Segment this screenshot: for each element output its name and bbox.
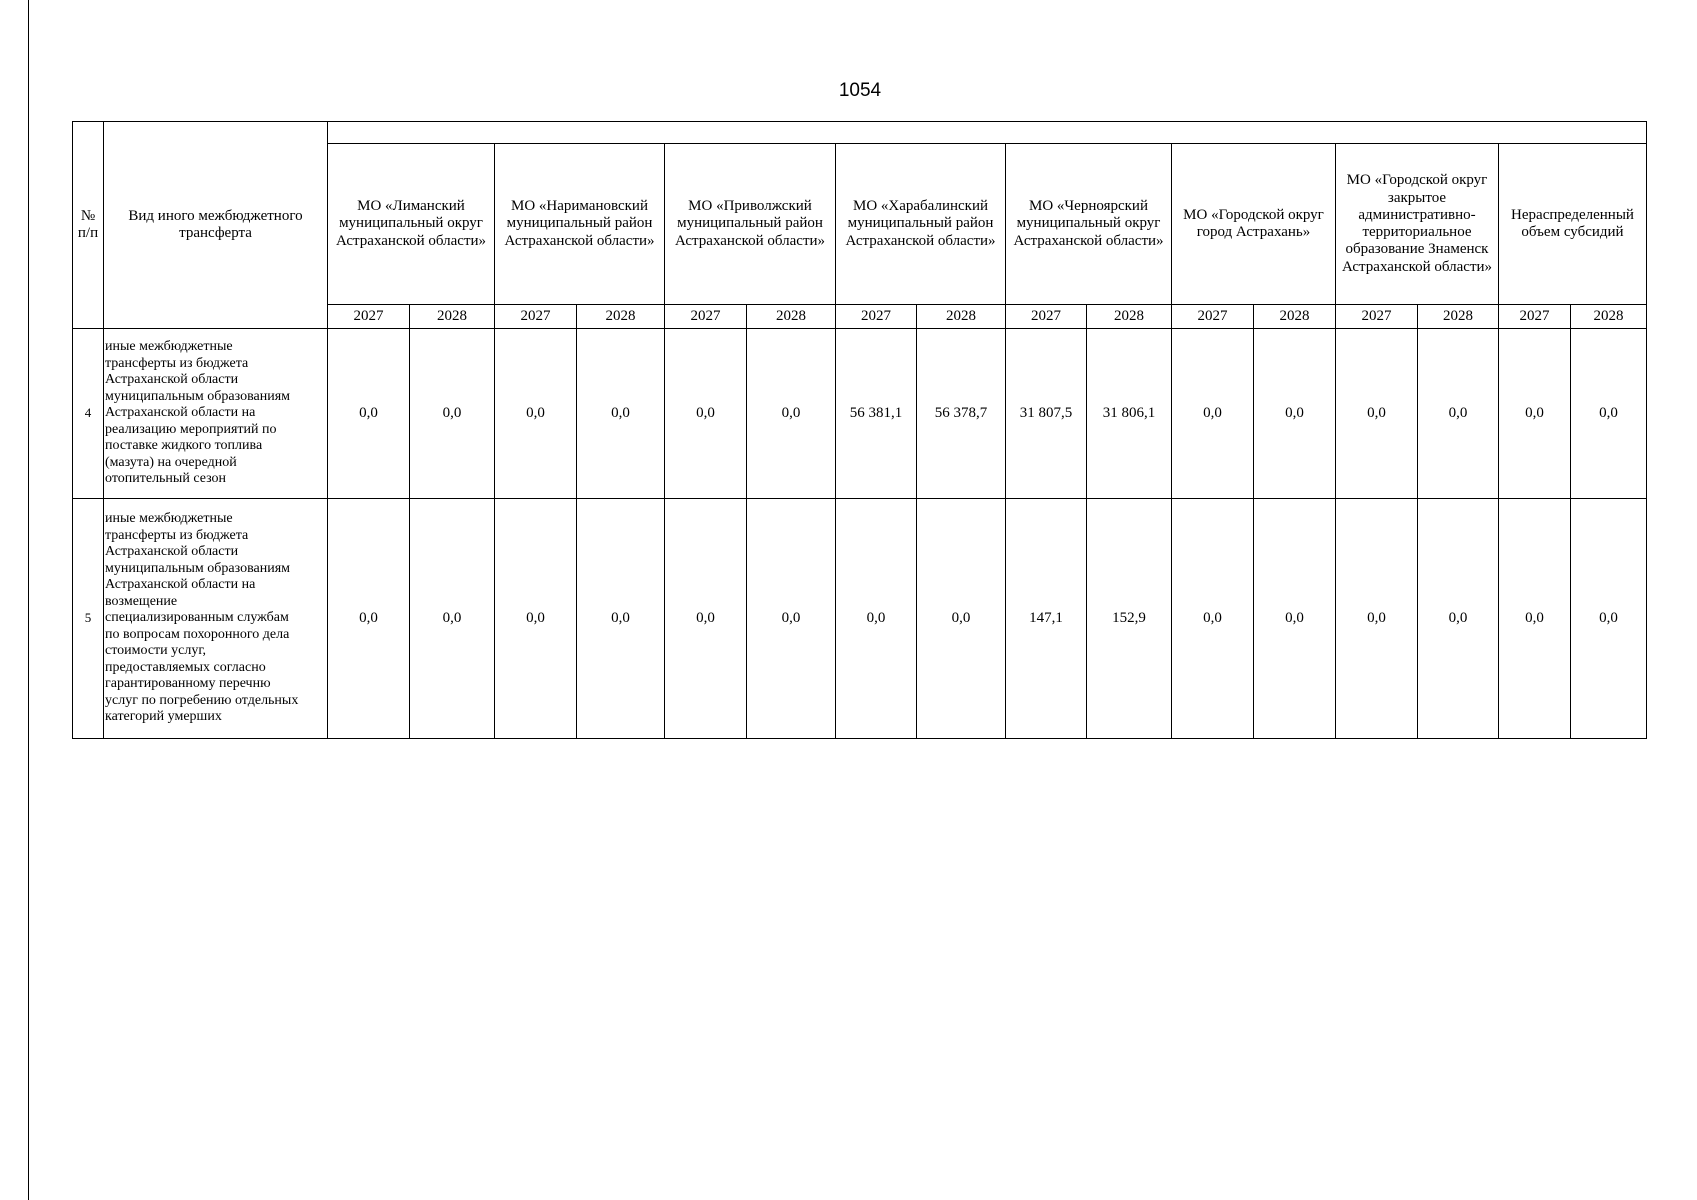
table-row (73, 499, 1647, 739)
binding-margin-line (28, 0, 29, 1200)
value-cell: 0,0 (665, 329, 747, 499)
transfer-description-text: иные межбюджетные трансферты из бюджета Астраханской области муниципальным образованиям Астраханской области на возмещение специализированным службам по вопросам похоронного дела стоимости услуг, предоставляемых согласно гарантированному перечню услуг по погребению отдельных категорий умерших (105, 511, 299, 725)
header-municipality: МО «Наримановский муниципальный район Астраханской области» (495, 144, 665, 305)
value-cell: 147,1 (1006, 499, 1087, 739)
transfer-description (104, 499, 328, 739)
header-year: 2027 (1499, 305, 1571, 329)
header-municipality: МО «Городской округ город Астрахань» (1172, 144, 1336, 305)
transfer-description (104, 329, 328, 499)
header-year: 2027 (1336, 305, 1418, 329)
header-year: 2027 (328, 305, 410, 329)
value-cell: 0,0 (1172, 499, 1254, 739)
value-cell: 0,0 (1571, 329, 1647, 499)
header-municipality: МО «Приволжский муниципальный район Астраханской области» (665, 144, 836, 305)
value-cell: 56 381,1 (836, 329, 917, 499)
header-unallocated: Нераспределенный объем субсидий (1499, 144, 1647, 305)
page-number: 1054 (838, 80, 882, 101)
value-cell: 0,0 (747, 329, 836, 499)
header-year: 2027 (495, 305, 577, 329)
header-year: 2028 (1254, 305, 1336, 329)
value-cell: 0,0 (328, 499, 410, 739)
value-cell: 0,0 (917, 499, 1006, 739)
value-cell: 0,0 (495, 499, 577, 739)
header-year: 2028 (917, 305, 1006, 329)
value-cell: 0,0 (1336, 329, 1418, 499)
value-cell: 0,0 (577, 329, 665, 499)
header-year: 2027 (665, 305, 747, 329)
header-year: 2027 (1006, 305, 1087, 329)
value-cell: 31 807,5 (1006, 329, 1087, 499)
value-cell: 0,0 (1172, 329, 1254, 499)
value-cell: 0,0 (495, 329, 577, 499)
header-year: 2027 (1172, 305, 1254, 329)
value-cell: 0,0 (1336, 499, 1418, 739)
header-municipality: МО «Лиманский муниципальный округ Астраханской области» (328, 144, 495, 305)
value-cell: 0,0 (1499, 499, 1571, 739)
value-cell: 56 378,7 (917, 329, 1006, 499)
value-cell: 0,0 (1254, 499, 1336, 739)
header-year: 2028 (577, 305, 665, 329)
header-municipality: МО «Харабалинский муниципальный район Астраханской области» (836, 144, 1006, 305)
header-year: 2028 (1087, 305, 1172, 329)
value-cell: 0,0 (410, 499, 495, 739)
header-year: 2028 (1571, 305, 1647, 329)
transfer-description-text: иные межбюджетные трансферты из бюджета Астраханской области муниципальным образованиям Астраханской области на реализацию мероприятий по поставке жидкого топлива (мазута) на очередной отопительный сезон (105, 339, 290, 487)
value-cell: 152,9 (1087, 499, 1172, 739)
value-cell: 0,0 (747, 499, 836, 739)
header-transfer-type: Вид иного межбюджетного трансферта (104, 122, 328, 329)
header-top-band (328, 122, 1647, 144)
value-cell: 0,0 (836, 499, 917, 739)
value-cell: 0,0 (1499, 329, 1571, 499)
header-year: 2028 (747, 305, 836, 329)
row-number: 4 (73, 329, 104, 499)
value-cell: 0,0 (665, 499, 747, 739)
header-municipality: МО «Черноярский муниципальный округ Астраханской области» (1006, 144, 1172, 305)
row-number: 5 (73, 499, 104, 739)
value-cell: 0,0 (410, 329, 495, 499)
header-year: 2027 (836, 305, 917, 329)
value-cell: 0,0 (1418, 499, 1499, 739)
value-cell: 0,0 (1571, 499, 1647, 739)
value-cell: 0,0 (328, 329, 410, 499)
value-cell: 31 806,1 (1087, 329, 1172, 499)
header-row-number: № п/п (73, 122, 104, 329)
value-cell: 0,0 (1254, 329, 1336, 499)
header-year: 2028 (1418, 305, 1499, 329)
header-year: 2028 (410, 305, 495, 329)
value-cell: 0,0 (1418, 329, 1499, 499)
transfers-table (72, 121, 1647, 739)
value-cell: 0,0 (577, 499, 665, 739)
header-municipality: МО «Городской округ закрытое административно-территориальное образование Знаменск Астраханской области» (1336, 144, 1499, 305)
table-row (73, 329, 1647, 499)
